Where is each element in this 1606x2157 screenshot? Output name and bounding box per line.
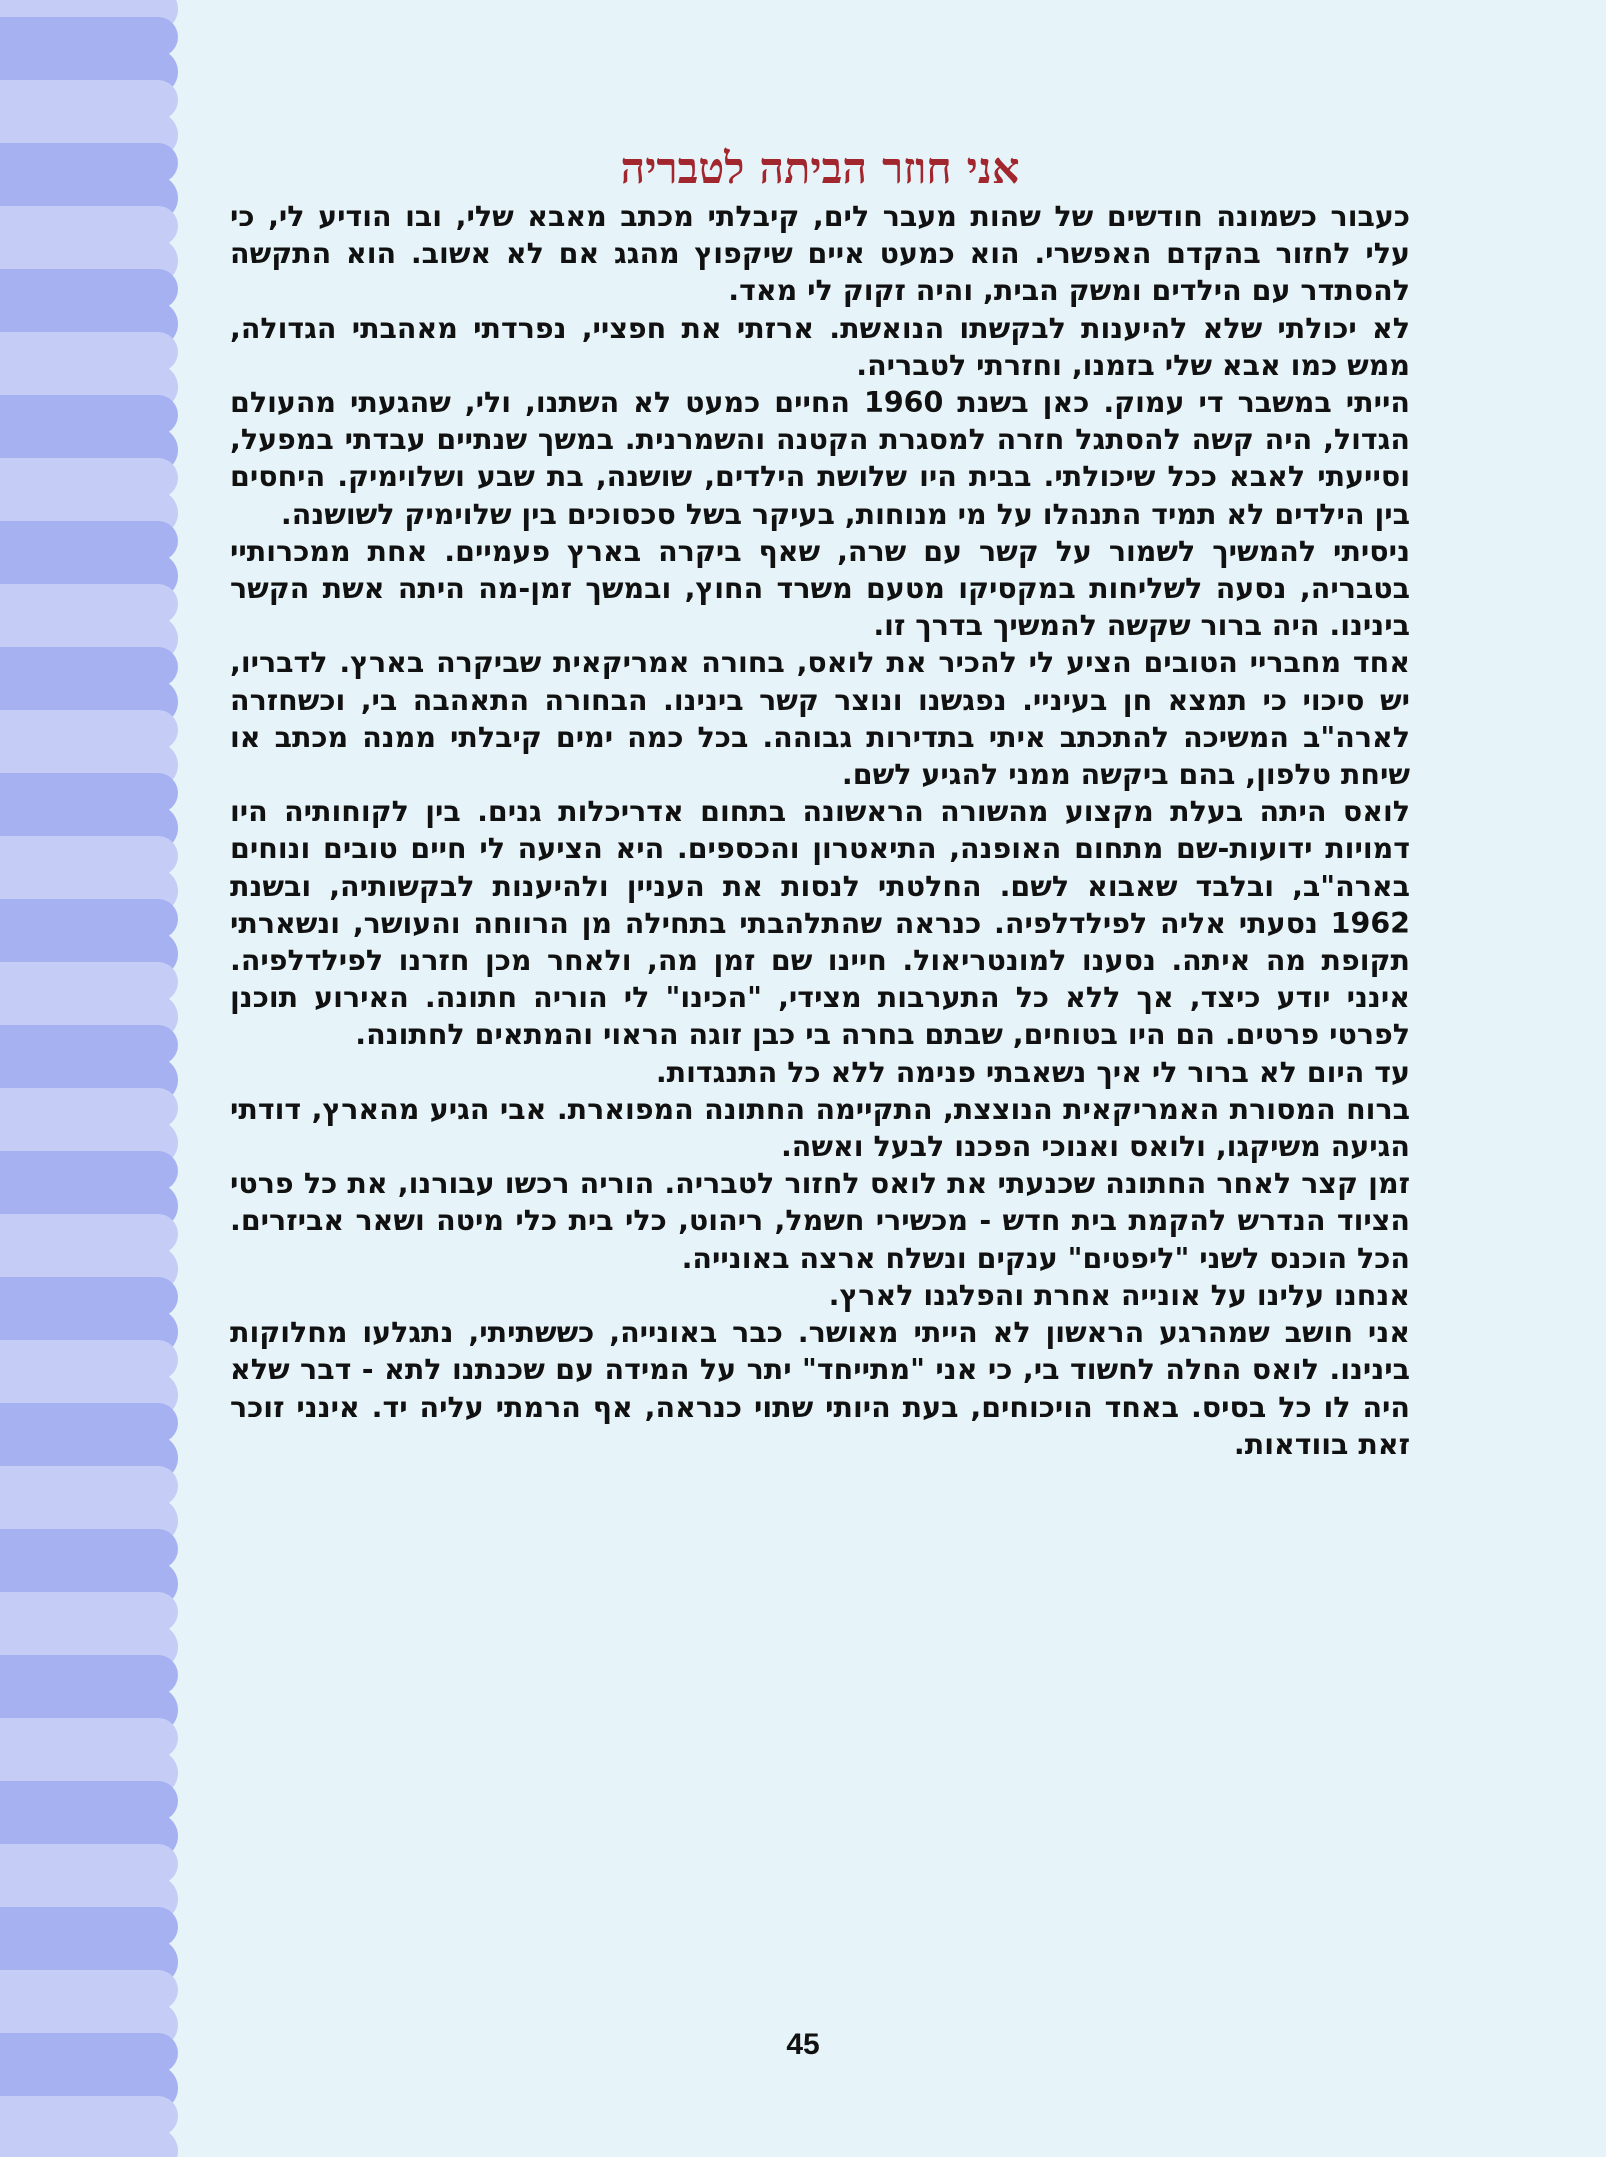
side-strip-pattern — [0, 0, 185, 2157]
paragraph: אנחנו עלינו על אונייה אחרת והפלגנו לארץ. — [828, 1278, 1410, 1312]
paragraph: ניסיתי להמשיך לשמור על קשר עם שרה, שאף ביקרה בארץ פעמיים. אחת ממכרותיי בטבריה, נסעה לשליחות במקסיקו מטעם משרד החוץ, ובמשך זמן-מה היתה אשת הקשר בינינו. היה ברור שקשה להמשיך בדרך זו. — [230, 534, 1410, 643]
page-content — [230, 140, 1410, 1463]
paragraph: לא יכולתי שלא להיענות לבקשתו הנואשת. ארזתי את חפציי, נפרדתי מאהבתי הגדולה, ממש כמו אבא שלי בזמנו, וחזרתי לטבריה. — [230, 311, 1410, 382]
paragraph: אחד מחבריי הטובים הציע לי להכיר את לואס, בחורה אמריקאית שביקרה בארץ. לדבריו, יש סיכוי כי תמצא חן בעיניי. נפגשנו ונוצר קשר בינינו. הבחורה התאהבה בי, וכשחזרה לארה"ב המשיכה להתכתב איתי בתדירות גבוהה. בכל כמה ימים קיבלתי ממנה מכתב או שיחת טלפון, בהם ביקשה ממני להגיע לשם. — [230, 646, 1410, 792]
page-number: 45 — [786, 2028, 820, 2061]
paragraph: כעבור כשמונה חודשים של שהות מעבר לים, קיבלתי מכתב מאבא שלי, ובו הודיע לי, כי עלי לחזור בהקדם האפשרי. הוא כמעט איים שיקפוץ מהגג אם לא אשוב. הוא התקשה להסתדר עם הילדים ומשק הבית, והיה זקוק לי מאד. — [230, 200, 1410, 308]
paragraph: אני חושב שמהרגע הראשון לא הייתי מאושר. כבר באונייה, כששתיתי, נתגלעו מחלוקות בינינו. לואס החלה לחשוד בי, כי אני "מתייחד" יתר על המידה עם שכנתנו לתא - דבר שלא היה לו כל בסיס. באחד הויכוחים, בעת היותי שתוי כנראה, אף הרמתי עליה יד. אינני זוכר זאת בוודאות. — [230, 1316, 1410, 1461]
page-title: אני חוזר הביתה לטבריה — [620, 144, 1020, 194]
paragraph: זמן קצר לאחר החתונה שכנעתי את לואס לחזור לטבריה. הוריה רכשו עבורנו, את כל פרטי הציוד הנדרש להקמת בית חדש - מכשירי חשמל, ריהוט, כלי בית כלי מיטה ושאר אביזרים. הכל הוכנס לשני "ליפטים" ענקים ונשלח ארצה באונייה. — [230, 1167, 1410, 1275]
paragraph: ברוח המסורת האמריקאית הנוצצת, התקיימה החתונה המפוארת. אבי הגיע מהארץ, דודתי הגיעה משיקגו, ולואס ואנוכי הפכנו לבעל ואשה. — [230, 1092, 1410, 1164]
body-text — [230, 198, 1410, 1463]
paragraph: לואס היתה בעלת מקצוע מהשורה הראשונה בתחום אדריכלות גנים. בין לקוחותיה היו דמויות ידועות-שם מתחום האופנה, התיאטרון והכספים. היא הציעה לי חיים טובים ונוחים בארה"ב, ובלבד שאבוא לשם. החלטתי לנסות את העניין ולהיענות לבקשותיה, ובשנת 1962 נסעתי אליה לפילדלפיה. כנראה שהתלהבתי בתחילה מן הרווחה והעושר, ונשארתי תקופת מה איתה. נסענו למונטריאול. חיינו שם זמן מה, ולאחר מכן חזרנו לפילדלפיה. אינני יודע כיצד, אך ללא כל התערבות מצידי, "הכינו" לי הוריה חתונה. האירוע תוכנן לפרטי פרטים. הם היו בטוחים, שבתם בחרה בי כבן זוגה הראוי והמתאים לחתונה. — [230, 795, 1410, 1052]
paragraph: הייתי במשבר די עמוק. כאן בשנת 1960 החיים כמעט לא השתנו, ולי, שהגעתי מהעולם הגדול, היה קשה להסתגל חזרה למסגרת הקטנה והשמרנית. במשך שנתיים עבדתי במפעל, וסייעתי לאבא ככל שיכולתי. בבית היו שלושת הילדים, שושנה, בת שבע ושלוימיק. היחסים בין הילדים לא תמיד התנהלו על מי מנוחות, בעיקר בשל סכסוכים בין שלוימיק לשושנה. — [230, 386, 1410, 531]
decorative-side-strip — [0, 0, 185, 2157]
paragraph: עד היום לא ברור לי איך נשאבתי פנימה ללא כל התנגדות. — [655, 1055, 1410, 1089]
strip-band — [0, 2128, 178, 2157]
